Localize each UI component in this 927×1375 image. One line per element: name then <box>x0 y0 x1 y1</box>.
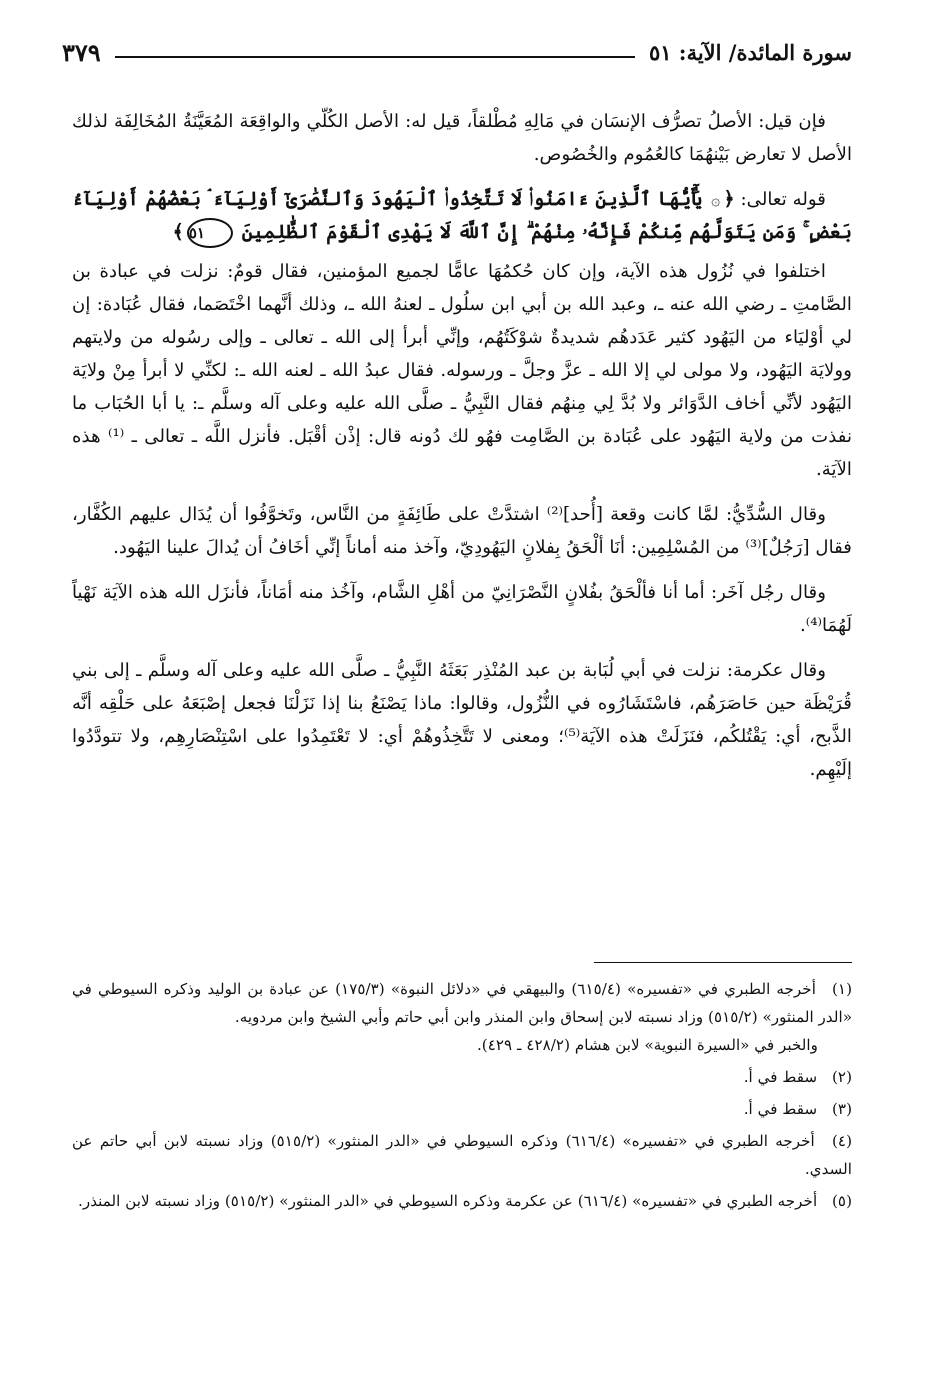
footnote-1 <box>72 975 852 1059</box>
footnote-separator <box>594 962 852 963</box>
page-header <box>62 32 852 72</box>
verse-close-bracket: ﴾ <box>172 221 184 243</box>
quran-verse: يَٰٓأَيُّهَا ٱلَّذِينَ ءَامَنُوا۟ لَا تَتَّخِذُوا۟ ٱلْيَهُودَ وَٱلنَّصَٰرَىٰٓ أَوْلِيَآءَ ۘ بَعْضُهُمْ أَوْلِيَآءُ بَعْضٍ ۚ وَمَن يَتَوَلَّهُم مِّنكُمْ فَإِنَّهُۥ مِنْهُمْ ۗ إِنَّ ٱللَّهَ لَا يَهْدِى ٱلْقَوْمَ ٱلظَّٰلِمِينَ <box>72 188 852 243</box>
verse-paragraph <box>72 183 852 249</box>
paragraph-2: اختلفوا في نُزُول هذه الآية، وإن كان حُكمُهَا عامًّا لجميع المؤمنين، فقال قومٌ: نزلت في عبادة بن الصَّامتِ ـ رضي الله عنه ـ، وعبد الله بن أبي ابن سلُول ـ لعنهُ الله ـ، وذلك أنَّهما اخْتَصَما، فقال عُبَادة: إن لي أوْليَاء من اليَهُود كثير عَدَدهُم شديدةٌ شوْكَتُهُم، وإنِّي أبرأ إلى الله ـ تعالى ـ وإلى رسُوله من ولايتهم وولايَة اليَهُود، ولا مولى لي إلا الله ـ عزَّ وجلَّ ـ ورسوله. فقال عبدُ الله ـ لعنه الله ـ: لكنِّي لا أبرأ مِنْ ولايَة اليَهُود لأنِّي أخاف الدَّوَائر ولا بُدَّ لِي مِنهُم فقال النَّبِيُّ ـ صلَّى الله عليه وعلى آله وسلَّم ـ: يا أبا الحُبَاب ما نفذت من ولاية اليَهُود على عُبَادة بن الصَّامِت فهُو لك دُونه قال: إذْن أقْبَل. فأنزل اللَّه ـ تعالى ـ ⁽¹⁾ هذه الآيَة. <box>72 261 853 480</box>
main-text <box>72 105 852 798</box>
footnote-text: سقط في أ. <box>743 1100 818 1118</box>
paragraph-1: فإن قيل: الأصلُ تصرُّف الإنسَان في مَالِهِ مُطْلقاً، قيل له: الأصل الكُلّي والواقِعَة المُعَيَّنَةُ المُخَالِفَة لذلك الأصل لا تعارض بَيْنهُمَا كالعُمُوم والخُصُوص. <box>72 111 852 165</box>
paragraph-5: وقال عكرمة: نزلت في أبي لُبَابة بن عبد المُنْذِر بَعَثَهُ النَّبِيُّ ـ صلَّى الله عليه وعلى آله وسلَّم ـ إلى بني قُرَيْظَة حين حَاصَرَهُم، فاسْتَشَارُوه في النُّزُول، وقالوا: ماذا يَصْنَعُ بنا إذا نَزَلْنَا فجعل إصْبَعَهُ على حَلْقِه أنَّه الذَّبح، أي: يَقْتُلكُم، فنَزَلَتْ هذه الآيَة⁽⁵⁾؛ ومعنى لا تَتَّخِذُوهُمْ أي: لا تَعْتَمِدُوا على اسْتِنْصَارِهِم، ولا تتودَّدُوا إلَيْهِم. <box>72 660 852 780</box>
footnote-number: (٣) <box>831 1100 852 1118</box>
footnote-continuation: والخبر في «السيرة النبوية» لابن هشام (٤٢٨/٢ ـ ٤٢٩). <box>476 1036 818 1054</box>
footnote-number: (٤) <box>831 1132 853 1150</box>
paragraph-4: وقال رجُل آخَر: أما أنا فألْحَقُ بفُلانٍ النَّصْرَانِيّ من أهْلِ الشَّام، وآخُذ منه أمَاناً، فأنزَل الله هذه الآيَة نَهْياً لَهُمَا⁽⁴⁾. <box>72 582 852 636</box>
footnote-text: أخرجه الطبري في «تفسيره» (٦١٦/٤) وذكره السيوطي في «الدر المنثور» (٥١٥/٢) وزاد نسبته لابن أبي حاتم عن السدي. <box>72 1132 852 1178</box>
page-number: ٣٧٩ <box>62 37 101 67</box>
footnote-3 <box>72 1095 852 1123</box>
footnote-number: (٥) <box>831 1192 852 1210</box>
header-rule <box>115 56 635 58</box>
footnote-2 <box>72 1063 852 1091</box>
hizb-ornament-icon: ۞ <box>711 190 721 209</box>
footnote-4 <box>72 1127 852 1183</box>
surah-title: سورة المائدة/ الآية: ٥١ <box>648 39 852 65</box>
footnotes <box>72 975 852 1219</box>
verse-intro: قوله تعالى: <box>740 189 826 210</box>
footnote-5 <box>72 1187 852 1215</box>
footnote-text: أخرجه الطبري في «تفسيره» (٦١٦/٤) عن عكرمة وذكره السيوطي في «الدر المنثور» (٥١٥/٢) وزاد نسبته لابن المنذر. <box>78 1192 818 1210</box>
footnote-text: أخرجه الطبري في «تفسيره» (٦١٥/٤) والبيهقي في «دلائل النبوة» (١٧٥/٣) عن عبادة بن الوليد وذكره السيوطي في «الدر المنثور» (٥١٥/٢) وزاد نسبته لابن إسحاق وابن المنذر وابن أبي حاتم وأبي الشيخ وابن مردويه. <box>72 980 852 1026</box>
ayah-number-marker: ٥١ <box>187 218 233 248</box>
paragraph-3: وقال السُّدِّيُّ: لمَّا كانت وقعة [أُحد]⁽²⁾ اشتدَّتْ على طَائِفَةٍ من النَّاس، وتَخوَّفُوا أن يُدَال عليهم الكُفَّار، فقال [رَجُلٌ]⁽³⁾ من المُسْلِمِين: أنَا ألْحَقُ بِفلانٍ اليَهُودِيّ، وآخذ منه أماناً إنِّي أخَافُ أن يُدالَ علينا اليَهُود. <box>72 504 852 558</box>
footnote-number: (١) <box>831 980 853 998</box>
footnote-text: سقط في أ. <box>743 1068 818 1086</box>
footnote-number: (٢) <box>831 1068 852 1086</box>
verse-open-bracket: ﴿ <box>723 188 735 210</box>
